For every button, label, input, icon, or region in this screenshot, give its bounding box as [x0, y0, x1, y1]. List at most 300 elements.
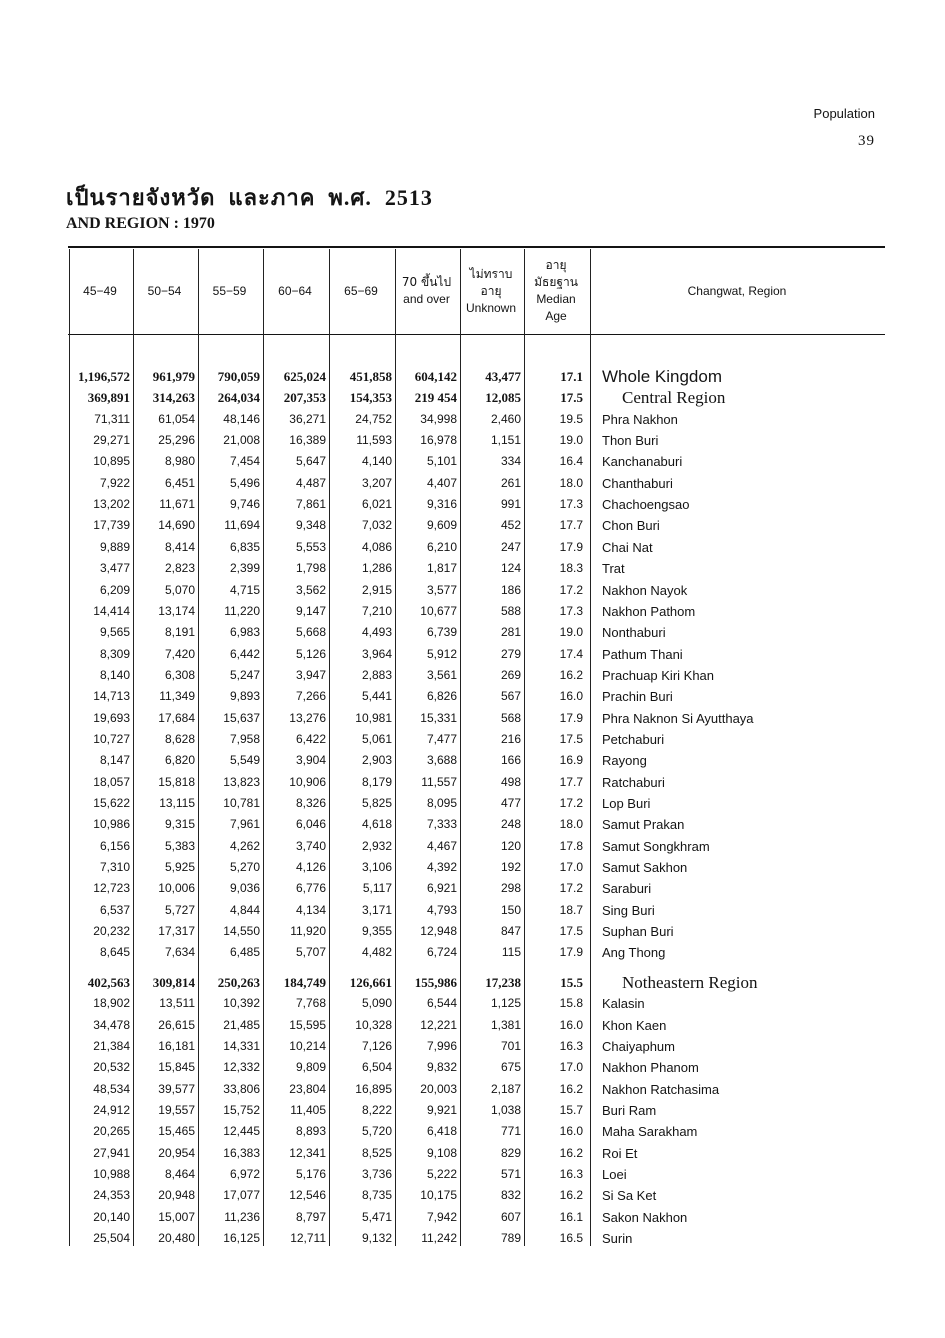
value-cell: 281	[500, 625, 521, 640]
value-cell: 19.0	[559, 433, 583, 448]
value-cell: 607	[500, 1209, 521, 1224]
value-cell: 269	[500, 667, 521, 682]
changwat-name: Kanchanaburi	[602, 454, 683, 470]
value-cell: 16.9	[559, 753, 583, 768]
value-cell: 24,912	[93, 1102, 130, 1117]
value-cell: 126,661	[349, 974, 392, 990]
value-cell: 7,210	[361, 603, 392, 618]
value-cell: 2,399	[229, 561, 260, 576]
value-cell: 14,414	[93, 603, 130, 618]
value-cell: 17.3	[559, 497, 583, 512]
value-cell: 8,980	[164, 454, 195, 469]
value-cell: 9,316	[426, 497, 457, 512]
value-cell: 15,595	[289, 1017, 326, 1032]
table-row	[68, 1079, 885, 1100]
value-cell: 1,381	[490, 1017, 521, 1032]
value-cell: 7,958	[229, 731, 260, 746]
value-cell: 4,140	[361, 454, 392, 469]
value-cell: 675	[500, 1060, 521, 1075]
value-cell: 832	[500, 1188, 521, 1203]
value-cell: 25,296	[158, 433, 195, 448]
value-cell: 9,315	[164, 817, 195, 832]
section-label: Population	[813, 106, 875, 121]
table-row	[68, 708, 885, 729]
value-cell: 4,844	[229, 902, 260, 917]
value-cell: 9,921	[426, 1102, 457, 1117]
value-cell: 17.5	[559, 924, 583, 939]
column-header-line: Changwat, Region	[687, 283, 787, 298]
column-header	[459, 249, 523, 333]
column-divider	[133, 249, 134, 1246]
value-cell: 15,622	[93, 796, 130, 810]
column-header	[523, 249, 589, 333]
value-cell: 13,823	[223, 774, 260, 789]
column-divider	[69, 249, 70, 1246]
value-cell: 16.2	[559, 1188, 583, 1203]
value-cell: 9,889	[99, 539, 130, 554]
value-cell: 166	[500, 753, 521, 768]
value-cell: 568	[500, 710, 521, 725]
value-cell: 5,925	[164, 860, 195, 875]
value-cell: 6,209	[99, 582, 130, 597]
value-cell: 19,693	[93, 710, 130, 725]
value-cell: 6,826	[426, 689, 457, 704]
value-cell: 17.0	[559, 1060, 583, 1075]
value-cell: 7,634	[164, 945, 195, 960]
value-cell: 11,236	[224, 1209, 260, 1224]
value-cell: 4,392	[426, 860, 457, 875]
value-cell: 17.2	[559, 796, 583, 810]
value-cell: 13,276	[289, 710, 326, 725]
table-row	[68, 409, 885, 430]
column-divider	[524, 249, 525, 1246]
value-cell: 5,647	[295, 454, 326, 469]
value-cell: 1,125	[490, 996, 521, 1011]
value-cell: 17.9	[559, 539, 583, 554]
table-row	[68, 772, 885, 793]
value-cell: 6,820	[164, 753, 195, 768]
value-cell: 2,883	[361, 667, 392, 682]
changwat-name: Pathum Thani	[602, 646, 683, 662]
value-cell: 5,061	[361, 731, 392, 746]
value-cell: 369,891	[87, 390, 130, 406]
value-cell: 15,007	[158, 1209, 195, 1224]
value-cell: 7,310	[99, 860, 130, 875]
value-cell: 216	[500, 731, 521, 746]
value-cell: 8,525	[361, 1145, 392, 1160]
changwat-name: Nakhon Nayok	[602, 582, 688, 598]
value-cell: 17.4	[559, 646, 583, 661]
value-cell: 604,142	[414, 369, 457, 384]
value-cell: 17.9	[559, 710, 583, 725]
column-divider	[263, 249, 264, 1246]
value-cell: 17.7	[559, 774, 583, 789]
table-row	[68, 942, 885, 963]
column-header	[197, 249, 262, 333]
value-cell: 7,861	[295, 497, 326, 512]
value-cell: 154,353	[349, 390, 392, 406]
changwat-name: Ratchaburi	[602, 774, 665, 790]
value-cell: 789	[500, 1231, 521, 1245]
value-cell: 11,349	[159, 689, 195, 704]
value-cell: 5,117	[362, 881, 392, 896]
value-cell: 12,085	[485, 390, 521, 406]
value-cell: 39,577	[158, 1081, 195, 1096]
value-cell: 21,384	[93, 1038, 130, 1053]
table-row	[68, 921, 885, 942]
value-cell: 10,677	[420, 603, 457, 618]
value-cell: 20,532	[93, 1060, 130, 1075]
column-header-line: 60−64	[278, 283, 312, 298]
table-row	[68, 644, 885, 665]
table-row	[68, 601, 885, 622]
value-cell: 498	[500, 774, 521, 789]
value-cell: 11,405	[290, 1102, 326, 1117]
column-divider	[395, 249, 396, 1246]
value-cell: 9,147	[295, 603, 326, 618]
changwat-name: Petchaburi	[602, 731, 665, 747]
value-cell: 34,998	[420, 411, 457, 426]
value-cell: 33,806	[223, 1081, 260, 1096]
value-cell: 10,981	[355, 710, 392, 725]
changwat-name: Saraburi	[602, 881, 652, 897]
value-cell: 17,238	[485, 974, 521, 990]
value-cell: 8,179	[361, 774, 392, 789]
changwat-name: Si Sa Ket	[602, 1188, 657, 1204]
table-row	[68, 1100, 885, 1121]
value-cell: 10,328	[355, 1017, 392, 1032]
value-cell: 16,181	[158, 1038, 195, 1053]
value-cell: 20,948	[158, 1188, 195, 1203]
value-cell: 1,038	[490, 1102, 521, 1117]
value-cell: 16.0	[559, 1017, 583, 1032]
changwat-name: Chachoengsao	[602, 497, 690, 513]
value-cell: 9,355	[361, 924, 392, 939]
value-cell: 48,146	[223, 411, 260, 426]
value-cell: 17,739	[93, 518, 130, 533]
value-cell: 12,723	[93, 881, 130, 896]
value-cell: 6,451	[164, 475, 195, 490]
value-cell: 5,101	[426, 454, 457, 469]
value-cell: 6,308	[164, 667, 195, 682]
table-row	[68, 857, 885, 878]
changwat-name: Buri Ram	[602, 1102, 657, 1118]
value-cell: 9,565	[99, 625, 130, 640]
value-cell: 24,353	[93, 1188, 130, 1203]
value-cell: 5,825	[361, 796, 392, 810]
value-cell: 16.4	[559, 454, 583, 469]
column-header-line: มัธยฐาน	[534, 275, 578, 289]
table-row	[68, 515, 885, 536]
changwat-name: Sing Buri	[602, 902, 655, 918]
value-cell: 12,948	[420, 924, 457, 939]
column-header-line: Unknown	[465, 300, 517, 315]
value-cell: 7,996	[426, 1038, 457, 1053]
value-cell: 16.2	[559, 1145, 583, 1160]
value-cell: 17,317	[158, 924, 195, 939]
value-cell: 6,046	[295, 817, 326, 832]
value-cell: 24,752	[355, 411, 392, 426]
changwat-name: Thon Buri	[602, 433, 659, 449]
table-row	[68, 836, 885, 857]
changwat-name: Maha Sarakham	[602, 1124, 698, 1140]
value-cell: 6,422	[295, 731, 326, 746]
value-cell: 9,893	[229, 689, 260, 704]
value-cell: 17.5	[559, 731, 583, 746]
value-cell: 8,140	[99, 667, 130, 682]
value-cell: 6,983	[229, 625, 260, 640]
region-name: Central Region	[622, 388, 726, 408]
value-cell: 8,326	[295, 796, 326, 810]
value-cell: 3,947	[295, 667, 326, 682]
changwat-name: Phra Nakhon	[602, 411, 678, 427]
value-cell: 6,021	[361, 497, 392, 512]
changwat-name: Kalasin	[602, 996, 645, 1012]
table-row	[68, 451, 885, 472]
changwat-name: Ang Thong	[602, 945, 666, 961]
value-cell: 48,534	[93, 1081, 130, 1096]
value-cell: 248	[500, 817, 521, 832]
value-cell: 7,961	[229, 817, 260, 832]
changwat-name: Loei	[602, 1166, 627, 1182]
changwat-name: Samut Songkhram	[602, 838, 710, 854]
region-name: Whole Kingdom	[602, 367, 723, 386]
changwat-name: Chon Buri	[602, 518, 660, 534]
value-cell: 790,059	[217, 369, 260, 384]
value-cell: 21,008	[223, 433, 260, 448]
value-cell: 16.2	[559, 1081, 583, 1096]
value-cell: 5,383	[164, 838, 195, 853]
column-header	[262, 249, 328, 333]
value-cell: 9,809	[295, 1060, 326, 1075]
changwat-name: Nakhon Phanom	[602, 1060, 699, 1076]
value-cell: 4,493	[361, 625, 392, 640]
value-cell: 5,222	[426, 1166, 457, 1181]
value-cell: 12,221	[420, 1017, 457, 1032]
value-cell: 5,471	[361, 1209, 392, 1224]
value-cell: 16,383	[223, 1145, 260, 1160]
value-cell: 5,441	[361, 689, 392, 704]
table-row	[68, 993, 885, 1014]
value-cell: 5,553	[295, 539, 326, 554]
value-cell: 14,550	[223, 924, 260, 939]
value-cell: 16.0	[559, 689, 583, 704]
value-cell: 9,746	[229, 497, 260, 512]
table-row	[68, 1185, 885, 1206]
table-row	[68, 750, 885, 771]
value-cell: 16.3	[559, 1166, 583, 1181]
value-cell: 3,562	[295, 582, 326, 597]
value-cell: 12,711	[290, 1231, 326, 1245]
value-cell: 250,263	[217, 974, 260, 990]
value-cell: 10,392	[223, 996, 260, 1011]
table-row	[68, 665, 885, 686]
value-cell: 6,485	[229, 945, 260, 960]
value-cell: 3,577	[426, 582, 457, 597]
value-cell: 192	[500, 860, 521, 875]
column-header-line: Age	[545, 309, 567, 323]
value-cell: 5,668	[295, 625, 326, 640]
value-cell: 5,727	[164, 902, 195, 917]
table-row	[68, 729, 885, 750]
value-cell: 261	[500, 475, 521, 490]
value-cell: 5,496	[229, 475, 260, 490]
table-title-thai: เป็นรายจังหวัด และภาค พ.ศ. 2513	[66, 185, 433, 210]
value-cell: 12,341	[289, 1145, 326, 1160]
column-header	[68, 249, 132, 333]
value-cell: 6,724	[426, 945, 457, 960]
changwat-name: Nakhon Pathom	[602, 603, 696, 619]
value-cell: 4,715	[229, 582, 260, 597]
value-cell: 61,054	[158, 411, 195, 426]
value-cell: 4,793	[426, 902, 457, 917]
value-cell: 3,561	[426, 667, 457, 682]
value-cell: 571	[500, 1166, 521, 1181]
value-cell: 13,174	[158, 603, 195, 618]
value-cell: 13,511	[159, 996, 195, 1011]
value-cell: 17.8	[559, 838, 583, 853]
value-cell: 15,465	[158, 1124, 195, 1139]
value-cell: 11,220	[224, 603, 260, 618]
value-cell: 4,262	[229, 838, 260, 853]
value-cell: 4,126	[295, 860, 326, 875]
table-row	[68, 1057, 885, 1078]
table-row	[68, 1207, 885, 1228]
value-cell: 7,922	[99, 475, 130, 490]
value-cell: 477	[500, 796, 521, 810]
changwat-name: Prachuap Kiri Khan	[602, 667, 715, 683]
table-title-english: AND REGION : 1970	[66, 215, 215, 232]
table-top-rule	[68, 246, 885, 248]
table-row	[68, 1164, 885, 1185]
value-cell: 11,242	[421, 1231, 457, 1245]
value-cell: 18.3	[559, 561, 583, 576]
value-cell: 17,684	[158, 710, 195, 725]
value-cell: 124	[500, 561, 521, 576]
table-row	[68, 1036, 885, 1057]
value-cell: 7,126	[361, 1038, 392, 1053]
value-cell: 11,671	[159, 497, 195, 512]
column-header	[132, 249, 197, 333]
value-cell: 8,797	[295, 1209, 326, 1224]
value-cell: 847	[500, 924, 521, 939]
changwat-name: Surin	[602, 1231, 633, 1246]
value-cell: 9,609	[426, 518, 457, 533]
value-cell: 6,776	[295, 881, 326, 896]
column-divider	[590, 249, 591, 1246]
value-cell: 207,353	[283, 390, 326, 406]
value-cell: 6,504	[361, 1060, 392, 1075]
value-cell: 16,389	[289, 433, 326, 448]
value-cell: 10,986	[93, 817, 130, 832]
value-cell: 219 454	[414, 390, 457, 406]
value-cell: 2,823	[164, 561, 195, 576]
table-row	[68, 686, 885, 707]
changwat-name: Prachin Buri	[602, 689, 673, 705]
value-cell: 3,106	[361, 860, 392, 875]
changwat-name: Chaiyaphum	[602, 1038, 675, 1054]
value-cell: 10,175	[420, 1188, 457, 1203]
value-cell: 18,057	[93, 774, 130, 789]
value-cell: 4,086	[361, 539, 392, 554]
value-cell: 2,903	[361, 753, 392, 768]
value-cell: 34,478	[93, 1017, 130, 1032]
value-cell: 7,333	[426, 817, 457, 832]
column-header-line: ไม่ทราบ	[469, 266, 513, 281]
value-cell: 247	[500, 539, 521, 554]
value-cell: 16.0	[559, 1124, 583, 1139]
value-cell: 6,442	[229, 646, 260, 661]
value-cell: 9,832	[426, 1060, 457, 1075]
value-cell: 6,156	[99, 838, 130, 853]
column-header	[328, 249, 394, 333]
column-header-line: 65−69	[344, 283, 378, 298]
value-cell: 17.1	[560, 369, 583, 384]
value-cell: 20,003	[420, 1081, 457, 1096]
value-cell: 5,707	[295, 945, 326, 960]
changwat-name: Nonthaburi	[602, 625, 666, 641]
column-header-line: อายุ	[480, 283, 502, 298]
value-cell: 26,615	[158, 1017, 195, 1032]
value-cell: 11,920	[290, 924, 326, 939]
changwat-name: Sakon Nakhon	[602, 1209, 688, 1225]
value-cell: 25,504	[93, 1231, 130, 1245]
value-cell: 9,108	[426, 1145, 457, 1160]
column-divider	[460, 249, 461, 1246]
value-cell: 23,804	[289, 1081, 326, 1096]
value-cell: 15,637	[223, 710, 260, 725]
value-cell: 21,485	[223, 1017, 260, 1032]
table-row	[68, 900, 885, 921]
page-number: 39	[858, 133, 875, 149]
value-cell: 10,906	[289, 774, 326, 789]
summary-row	[68, 387, 885, 408]
table-row	[68, 473, 885, 494]
value-cell: 3,904	[295, 753, 326, 768]
value-cell: 771	[500, 1124, 521, 1139]
value-cell: 829	[500, 1145, 521, 1160]
value-cell: 16,125	[223, 1231, 260, 1245]
value-cell: 7,032	[361, 518, 392, 533]
value-cell: 120	[500, 838, 521, 853]
value-cell: 1,286	[361, 561, 392, 576]
value-cell: 8,309	[99, 646, 130, 661]
value-cell: 19.0	[559, 625, 583, 640]
value-cell: 10,214	[289, 1038, 326, 1053]
value-cell: 15,845	[158, 1060, 195, 1075]
value-cell: 155,986	[414, 974, 457, 990]
value-cell: 5,126	[295, 646, 326, 661]
region-name: Notheastern Region	[622, 972, 758, 992]
value-cell: 1,196,572	[78, 369, 130, 384]
value-cell: 11,694	[224, 518, 260, 533]
column-header-line: Median	[536, 292, 576, 306]
value-cell: 20,140	[93, 1209, 130, 1224]
value-cell: 10,781	[223, 796, 260, 810]
changwat-name: Chai Nat	[602, 539, 653, 555]
value-cell: 27,941	[93, 1145, 130, 1160]
summary-row	[68, 366, 885, 387]
value-cell: 15,818	[158, 774, 195, 789]
value-cell: 11,593	[356, 433, 392, 448]
value-cell: 5,090	[361, 996, 392, 1011]
value-cell: 7,454	[229, 454, 260, 469]
changwat-name: Trat	[602, 561, 625, 577]
value-cell: 451,858	[349, 369, 392, 384]
value-cell: 2,460	[490, 411, 521, 426]
value-cell: 18.0	[559, 475, 583, 490]
value-cell: 10,988	[93, 1166, 130, 1181]
